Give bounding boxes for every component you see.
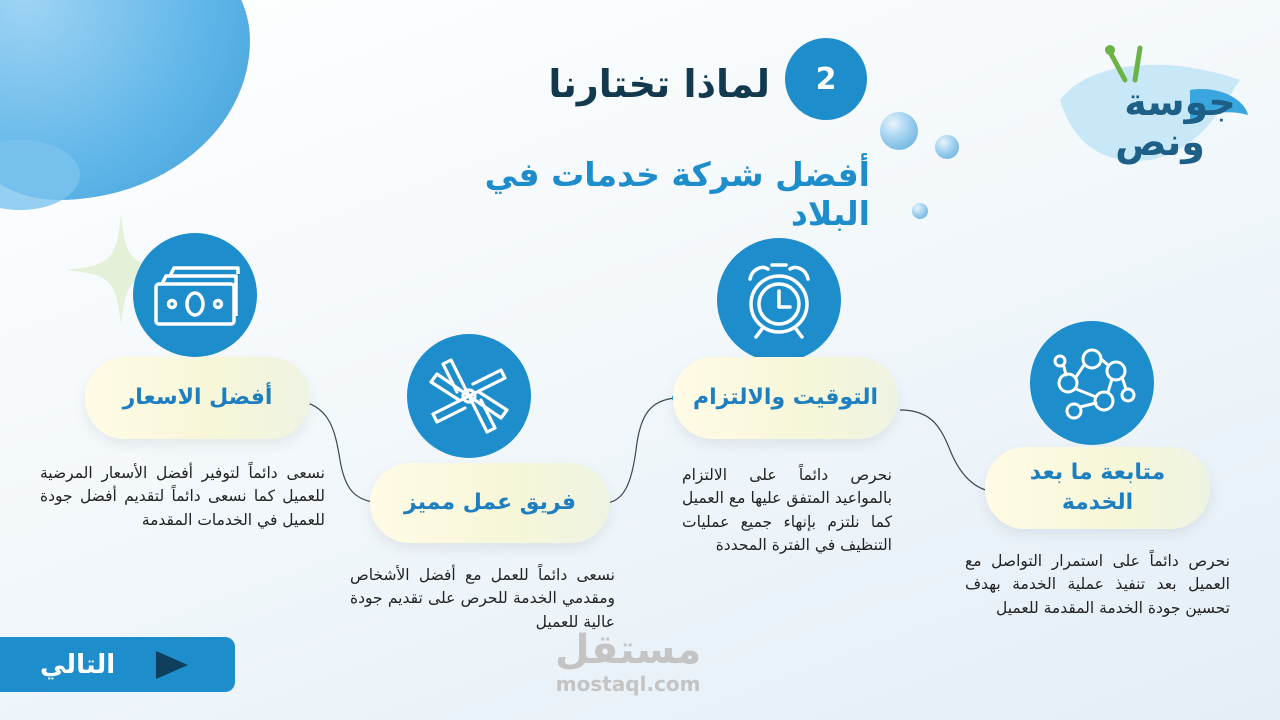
page-subtitle: أفضل شركة خدمات في البلاد xyxy=(484,155,870,233)
network-people-icon xyxy=(1030,321,1154,445)
feature-after-service-followup-pill xyxy=(985,447,1210,529)
feature-title: التوقيت والالتزام xyxy=(692,385,879,411)
feature-timing-commitment-pill xyxy=(673,357,898,439)
water-bubble xyxy=(912,203,928,219)
feature-title: فريق عمل مميز xyxy=(404,490,576,516)
watermark-arabic: مستقل xyxy=(555,627,702,673)
feature-best-prices-pill xyxy=(85,357,310,439)
feature-title: متابعة ما بعد الخدمة xyxy=(1029,460,1166,515)
next-button-label: التالي xyxy=(40,649,116,680)
feature-description: نحرص دائماً على استمرار التواصل مع العميل بعد تنفيذ عملية الخدمة بهدف تحسين جودة الخدمة المقدمة للعميل xyxy=(965,552,1230,617)
feature-description: نسعى دائماً لتوفير أفضل الأسعار المرضية للعميل كما نسعى دائماً لتقديم أفضل جودة للعميل في الخدمات المقدمة xyxy=(40,464,325,529)
alarm-clock-icon xyxy=(717,238,841,362)
company-logo xyxy=(1050,40,1250,170)
feature-description: نحرص دائماً على الالتزام بالمواعيد المتفق عليها مع العميل كما نلتزم بإنهاء جميع عمليات التنظيف في الفترة المحددة xyxy=(682,466,892,554)
water-bubble xyxy=(880,112,918,150)
watermark xyxy=(555,627,702,696)
logo-text-bottom: ونص xyxy=(1115,120,1205,164)
next-button[interactable] xyxy=(0,637,235,692)
water-bubble xyxy=(935,135,959,159)
feature-description: نسعى دائماً للعمل مع أفضل الأشخاص ومقدمي الخدمة للحرص على تقديم جودة عالية للعميل xyxy=(350,566,615,631)
page-title: لماذا تختارنا xyxy=(548,62,770,106)
feature-title: أفضل الاسعار xyxy=(122,385,273,411)
play-arrow-icon xyxy=(154,649,190,681)
watermark-latin: mostaql.com xyxy=(555,672,701,696)
logo-text-top: جوسة xyxy=(1124,80,1236,124)
feature-distinguished-team-pill xyxy=(370,463,610,543)
step-number-badge: 2 xyxy=(785,38,867,120)
money-bills-icon xyxy=(133,233,257,357)
team-hands-icon xyxy=(407,334,531,458)
